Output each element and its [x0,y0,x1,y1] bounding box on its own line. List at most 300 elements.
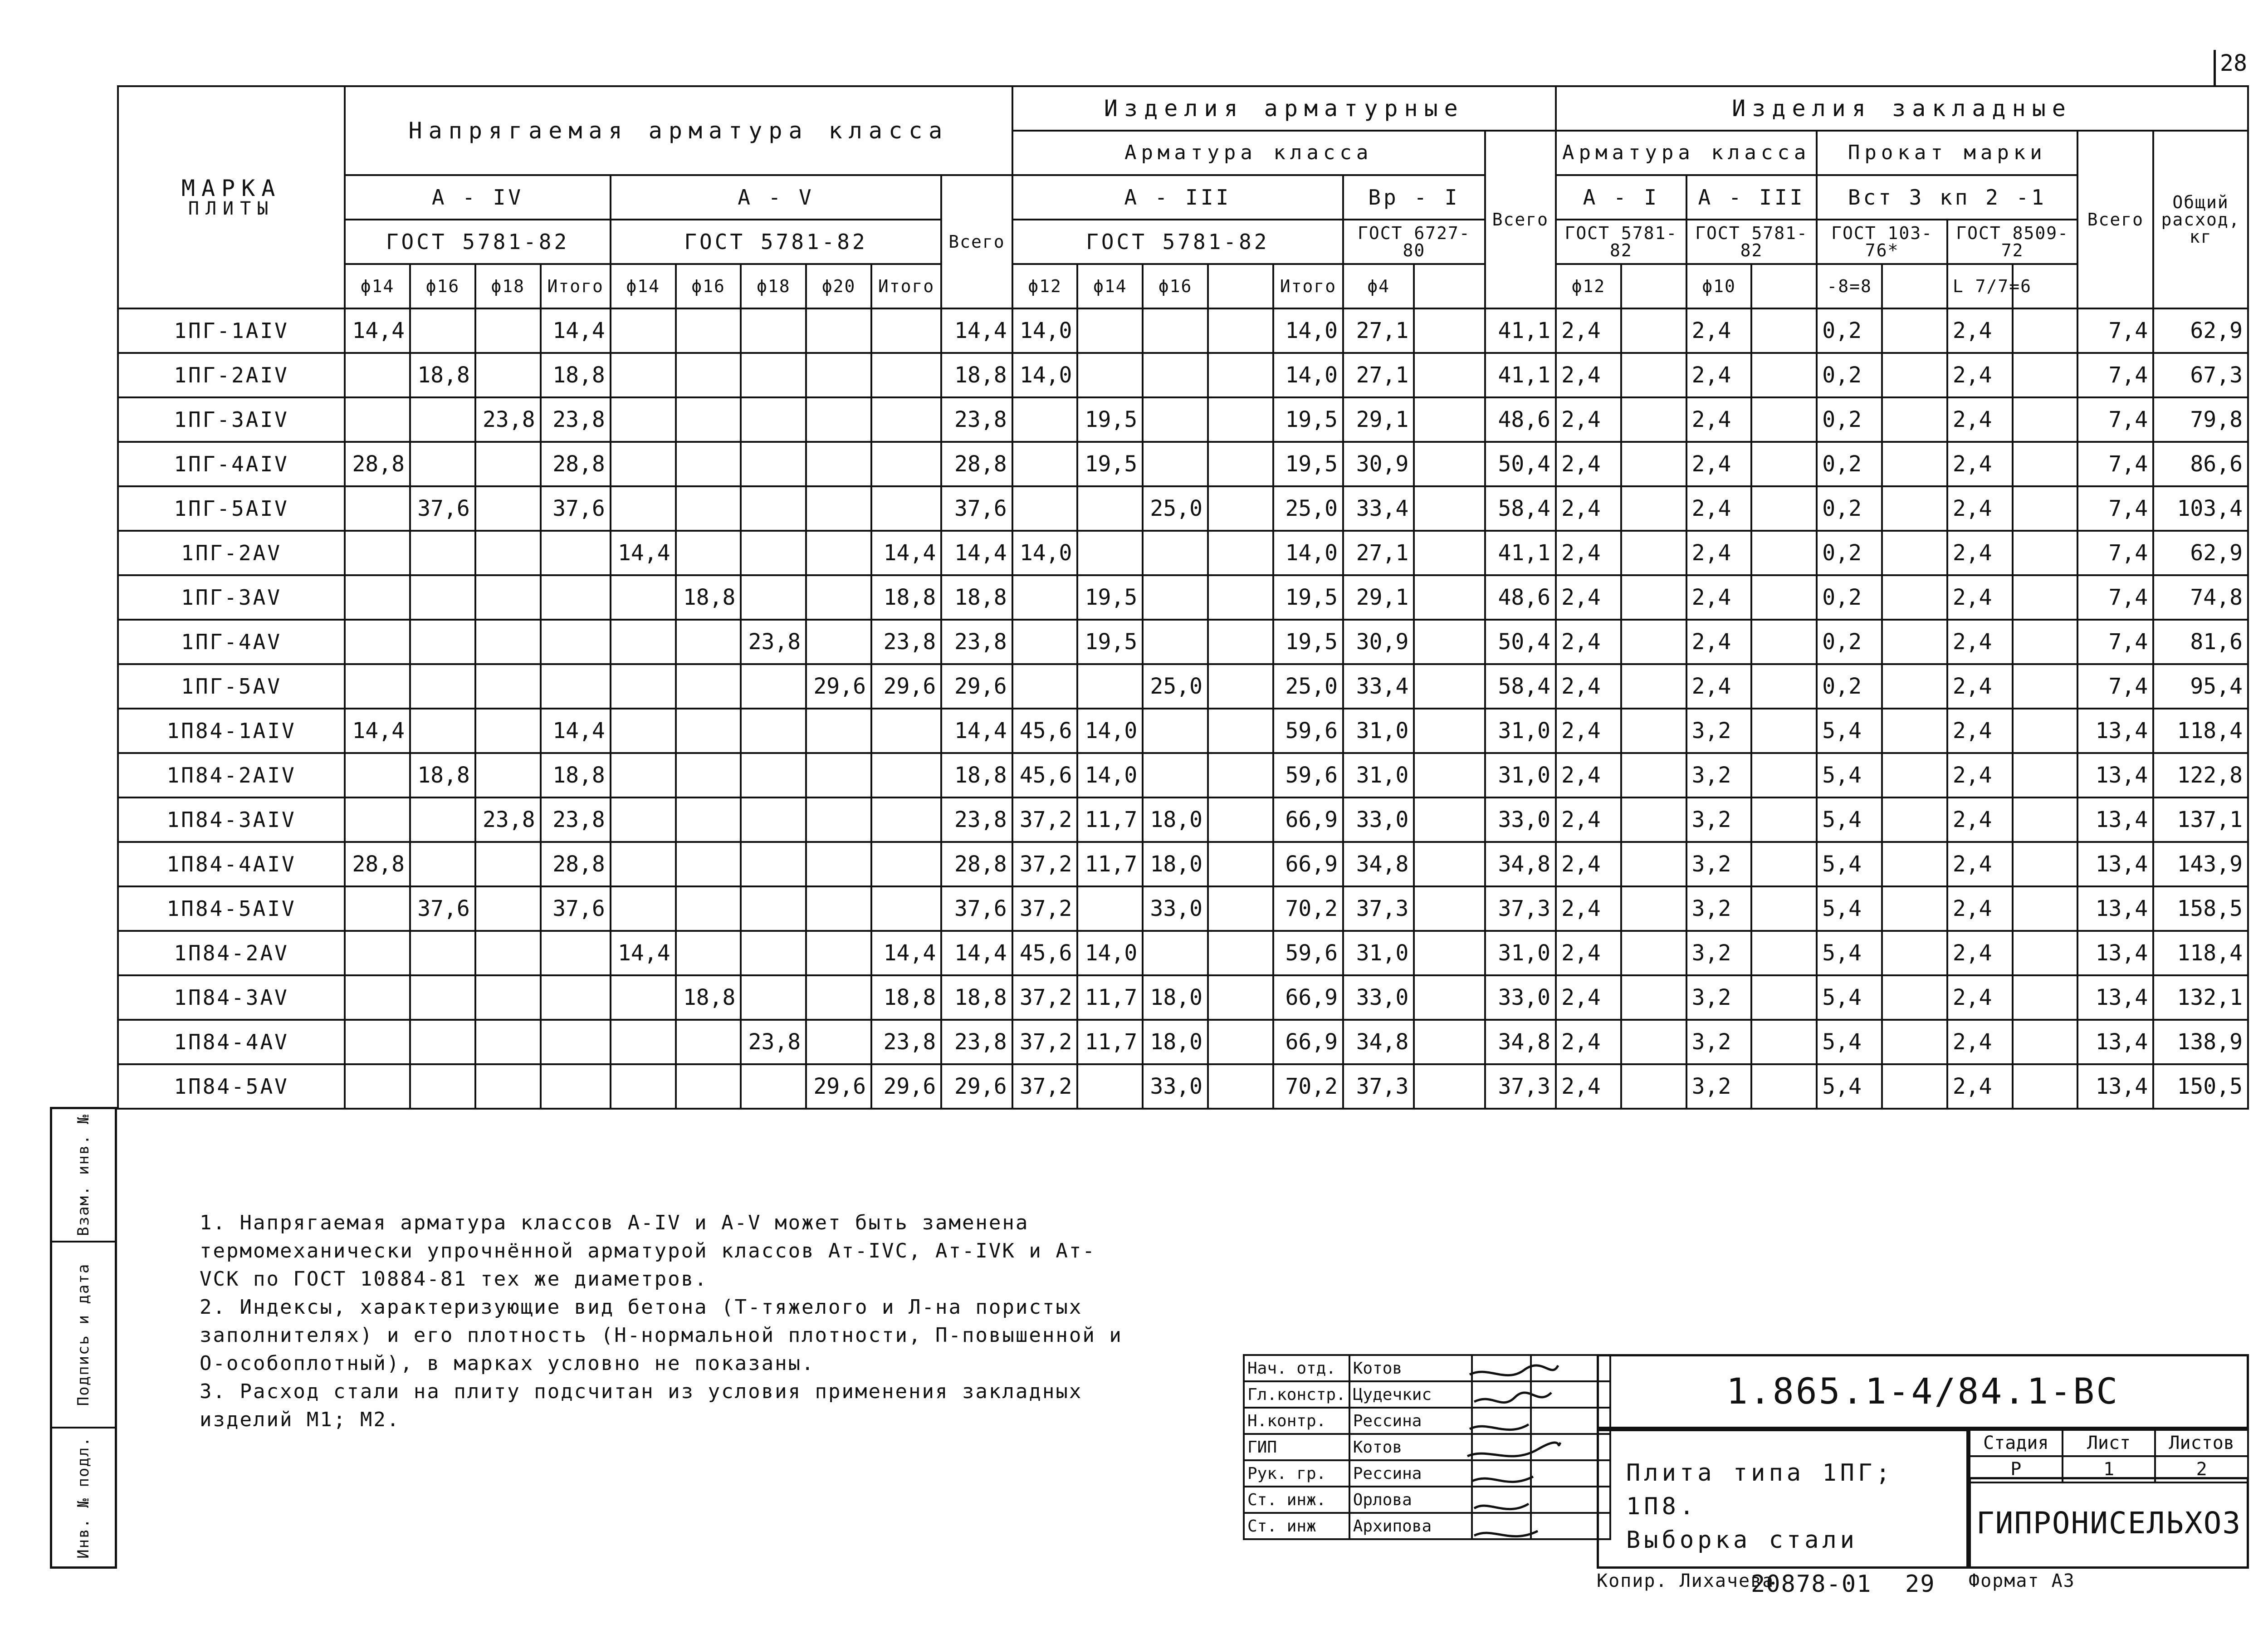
table-cell [1414,486,1485,531]
table-cell [1208,1020,1273,1064]
table-cell: 81,6 [2153,620,2248,664]
table-cell: 23,8 [871,620,941,664]
table-cell: 0,2 [1817,531,1882,575]
table-cell: 33,0 [1343,797,1414,842]
table-cell: 137,1 [2153,797,2248,842]
table-cell [741,664,806,709]
table-cell [676,709,741,753]
table-cell [345,886,410,931]
table-cell [1077,664,1143,709]
table-cell [1208,353,1273,397]
table-cell: 2,4 [1556,931,1621,975]
table-cell [410,842,475,886]
table-cell [806,308,871,353]
table-cell [1751,1064,1817,1109]
table-cell [611,1020,676,1064]
table-cell: 2,4 [1947,797,2013,842]
table-cell [1143,931,1208,975]
table-cell [741,575,806,620]
table-cell: 29,6 [871,664,941,709]
table-cell [1414,1064,1485,1109]
table-cell: 14,0 [1273,308,1343,353]
table-cell [1751,1020,1817,1064]
table-cell [1414,664,1485,709]
table-cell: 28,8 [541,842,611,886]
table-row [118,931,2248,975]
table-row [118,620,2248,664]
table-cell: 11,7 [1077,842,1143,886]
table-cell [541,531,611,575]
table-cell: 28,8 [345,442,410,486]
table-cell [676,931,741,975]
table-cell: 18,8 [871,575,941,620]
organization: ГИПРОНИСЕЛЬХОЗ [1969,1477,2249,1569]
table-cell: 19,5 [1273,397,1343,442]
table-cell [2013,797,2078,842]
table-cell: 3,2 [1686,842,1752,886]
table-cell: 33,0 [1343,975,1414,1020]
table-cell [1621,664,1686,709]
notes [200,1209,1129,1434]
table-cell: 23,8 [541,797,611,842]
table-row [118,975,2248,1020]
table-cell [611,397,676,442]
table-cell: 2,4 [1947,975,2013,1020]
gost-a3: ГОСТ 5781-82 [1012,220,1343,264]
table-cell [410,975,475,1020]
subheader-zakl-6: L 7/7=6 [1947,264,2013,308]
table-cell: 143,9 [2153,842,2248,886]
izd-zakl-header: Изделия закладные [1556,86,2248,131]
table-row [118,1064,2248,1109]
class-a4: А - IV [345,175,611,220]
izd-arm-header: Изделия арматурные [1012,86,1556,131]
table-cell: 13,4 [2077,753,2153,797]
gost-6727: ГОСТ 6727-80 [1343,220,1485,264]
table-cell [871,753,941,797]
steel-table [117,85,2249,1110]
table-cell [806,486,871,531]
table-cell [2013,442,2078,486]
table-cell: 0,2 [1817,308,1882,353]
table-cell: 2,4 [1686,353,1752,397]
table-cell [1208,620,1273,664]
table-cell [1208,575,1273,620]
table-cell [1012,486,1078,531]
table-row [118,753,2248,797]
table-cell: 62,9 [2153,308,2248,353]
table-cell [1208,1064,1273,1109]
table-row [118,842,2248,886]
table-cell: 14,0 [1273,531,1343,575]
table-cell [1012,575,1078,620]
class-vst: Вст 3 кп 2 -1 [1817,175,2077,220]
class-a3b: А - III [1686,175,1817,220]
table-cell: 19,5 [1273,620,1343,664]
table-cell [410,664,475,709]
table-cell [1012,442,1078,486]
table-cell [1751,308,1817,353]
table-cell [1882,575,1947,620]
subheader-napr-7: ϕ20 [806,264,871,308]
table-cell: 37,2 [1012,886,1078,931]
table-cell [1077,531,1143,575]
table-cell [410,442,475,486]
table-cell: 158,5 [2153,886,2248,931]
table-cell: 0,2 [1817,620,1882,664]
table-cell: 59,6 [1273,753,1343,797]
table-cell: 7,4 [2077,486,2153,531]
table-cell: 23,8 [871,1020,941,1064]
sidebar-cell-podpis: Подпись и дата [52,1241,115,1427]
table-cell: 5,4 [1817,1020,1882,1064]
table-cell [1143,442,1208,486]
table-cell: 18,8 [541,753,611,797]
table-cell: 31,0 [1485,931,1556,975]
table-cell [1621,842,1686,886]
table-cell: 2,4 [1556,1020,1621,1064]
table-cell: 37,3 [1485,1064,1556,1109]
row-mark: 1П84-5АIV [118,886,345,931]
subheader-arm-2: ϕ16 [1143,264,1208,308]
table-cell [1414,975,1485,1020]
table-cell: 2,4 [1556,886,1621,931]
table-cell [1208,397,1273,442]
table-cell: 2,4 [1947,753,2013,797]
table-cell [475,486,541,531]
table-cell [410,1020,475,1064]
note-1: 1. Напрягаемая арматура классов А-IV и А-V может быть заменена термомеханически упрочнённой арматурой классов Ат-IVС, Ат-IVК и Ат-VСК по ГОСТ 10884-81 тех же диаметров. [200,1211,1096,1291]
table-cell [1751,575,1817,620]
table-cell [1012,664,1078,709]
table-cell [1751,442,1817,486]
table-cell [1208,886,1273,931]
table-cell [1143,531,1208,575]
table-cell: 34,8 [1343,842,1414,886]
table-cell [871,353,941,397]
table-cell [1882,308,1947,353]
zakl-arm-header: Арматура класса [1556,131,1817,175]
table-cell [475,620,541,664]
table-cell [871,709,941,753]
table-cell: 30,9 [1343,620,1414,664]
table-row [118,886,2248,931]
table-cell: 23,8 [475,797,541,842]
subheader-zakl-1 [1621,264,1686,308]
table-cell [741,753,806,797]
table-cell: 2,4 [1947,575,2013,620]
table-cell [1208,486,1273,531]
table-cell: 13,4 [2077,975,2153,1020]
table-cell: 7,4 [2077,664,2153,709]
stamp-role: Гл.констр. [1244,1381,1349,1408]
table-cell: 0,2 [1817,442,1882,486]
table-cell: 2,4 [1686,442,1752,486]
table-cell [806,620,871,664]
table-cell: 37,6 [410,886,475,931]
table-cell [806,886,871,931]
table-cell: 23,8 [475,397,541,442]
table-cell [1621,353,1686,397]
table-cell [345,353,410,397]
row-mark: 1ПГ-4АV [118,620,345,664]
table-cell: 29,6 [871,1064,941,1109]
table-cell [676,886,741,931]
table-cell [611,709,676,753]
table-cell: 33,0 [1485,975,1556,1020]
stamp-name: Рессина [1349,1408,1472,1434]
table-cell: 14,0 [1012,353,1078,397]
table-cell [611,886,676,931]
table-cell: 14,4 [611,531,676,575]
table-cell [806,442,871,486]
table-cell: 19,5 [1077,442,1143,486]
table-cell [1621,753,1686,797]
table-cell: 19,5 [1273,442,1343,486]
table-cell: 18,0 [1143,1020,1208,1064]
table-cell [676,1064,741,1109]
table-cell [2013,397,2078,442]
table-cell: 48,6 [1485,397,1556,442]
table-cell [1621,575,1686,620]
table-cell: 18,8 [676,575,741,620]
stamp-name: Рессина [1349,1460,1472,1487]
row-mark: 1П84-4АV [118,1020,345,1064]
table-cell [1143,353,1208,397]
table-cell: 29,6 [941,664,1012,709]
table-cell: 13,4 [2077,797,2153,842]
table-cell: 62,9 [2153,531,2248,575]
table-cell: 2,4 [1686,664,1752,709]
table-cell [741,397,806,442]
table-cell: 45,6 [1012,931,1078,975]
table-cell: 18,8 [410,753,475,797]
table-cell [871,886,941,931]
table-cell [1882,931,1947,975]
document-code: 1.865.1-4/84.1-ВС [1597,1354,2249,1429]
table-cell [1882,353,1947,397]
table-cell: 5,4 [1817,975,1882,1020]
table-cell: 19,5 [1077,575,1143,620]
stamp-role: Ст. инж [1244,1513,1349,1539]
table-cell [1414,753,1485,797]
table-cell [1414,308,1485,353]
table-cell [475,1064,541,1109]
table-cell [541,931,611,975]
table-cell: 2,4 [1947,664,2013,709]
copied-by: Копир. Лихачева [1597,1570,1774,1591]
table-cell [1143,575,1208,620]
table-cell: 14,4 [611,931,676,975]
table-cell: 7,4 [2077,397,2153,442]
table-cell [676,531,741,575]
table-cell [1882,442,1947,486]
zakl-prokat-header: Прокат марки [1817,131,2077,175]
table-cell [1751,709,1817,753]
table-cell [345,931,410,975]
table-cell: 14,4 [941,531,1012,575]
gost-103: ГОСТ 103-76* [1817,220,1947,264]
table-cell [741,975,806,1020]
table-cell: 2,4 [1686,308,1752,353]
table-cell [1414,931,1485,975]
table-cell [1751,664,1817,709]
table-cell: 2,4 [1556,1064,1621,1109]
subheader-zakl-5 [1882,264,1947,308]
table-cell: 37,3 [1343,1064,1414,1109]
table-cell [741,886,806,931]
napr-header: Напрягаемая арматура класса [345,86,1012,175]
table-cell [611,975,676,1020]
table-cell [541,575,611,620]
table-cell: 23,8 [941,1020,1012,1064]
gost-a4: ГОСТ 5781-82 [345,220,611,264]
table-cell [345,620,410,664]
sheets-value: 2 [2155,1456,2248,1482]
table-cell: 33,4 [1343,486,1414,531]
table-cell: 3,2 [1686,1064,1752,1109]
table-cell: 33,0 [1485,797,1556,842]
table-cell [676,842,741,886]
table-cell [741,709,806,753]
table-cell [2013,931,2078,975]
table-cell: 13,4 [2077,1064,2153,1109]
table-cell: 50,4 [1485,442,1556,486]
table-cell: 29,1 [1343,397,1414,442]
table-cell: 138,9 [2153,1020,2248,1064]
table-cell: 7,4 [2077,442,2153,486]
table-cell [806,1020,871,1064]
table-cell: 79,8 [2153,397,2248,442]
table-cell [1621,486,1686,531]
table-cell: 2,4 [1556,620,1621,664]
table-cell [1751,353,1817,397]
table-cell: 11,7 [1077,797,1143,842]
table-cell: 14,4 [345,308,410,353]
stamp-name: Котов [1349,1355,1472,1381]
table-cell: 2,4 [1556,753,1621,797]
table-cell [806,531,871,575]
table-cell [1751,842,1817,886]
table-cell: 14,0 [1077,753,1143,797]
table-cell: 2,4 [1556,709,1621,753]
table-cell [1077,1064,1143,1109]
table-cell: 2,4 [1556,531,1621,575]
table-cell [741,1064,806,1109]
table-cell: 59,6 [1273,931,1343,975]
table-cell [1621,397,1686,442]
table-cell [1621,442,1686,486]
table-cell [475,353,541,397]
table-row [118,797,2248,842]
stamp-role: Н.контр. [1244,1408,1349,1434]
table-cell: 14,0 [1273,353,1343,397]
obshiy-header: Общий расход, кг [2153,131,2248,308]
table-cell [676,442,741,486]
class-a5: А - V [611,175,941,220]
table-cell [1208,931,1273,975]
row-mark: 1П84-1АIV [118,709,345,753]
table-cell: 0,2 [1817,664,1882,709]
table-cell: 25,0 [1143,664,1208,709]
table-cell: 31,0 [1485,753,1556,797]
table-cell: 13,4 [2077,709,2153,753]
table-cell: 2,4 [1947,886,2013,931]
table-cell [1414,531,1485,575]
vsego-zakl-header: Всего [2077,131,2153,308]
table-cell: 33,0 [1143,886,1208,931]
table-cell: 5,4 [1817,1064,1882,1109]
table-cell [806,353,871,397]
table-cell: 2,4 [1556,797,1621,842]
table-cell [1414,709,1485,753]
table-cell [1208,975,1273,1020]
table-cell [410,308,475,353]
subheader-zakl-4: -8=8 [1817,264,1882,308]
table-cell [345,1020,410,1064]
table-cell [611,753,676,797]
table-cell: 37,2 [1012,797,1078,842]
subheader-arm-0: ϕ12 [1012,264,1078,308]
table-cell [1208,664,1273,709]
table-cell: 18,8 [676,975,741,1020]
table-row [118,575,2248,620]
table-cell [741,486,806,531]
table-cell [1621,975,1686,1020]
table-cell [676,797,741,842]
format-label: Формат А3 [1969,1570,2075,1591]
table-cell [1208,842,1273,886]
table-cell [345,531,410,575]
table-cell: 2,4 [1947,442,2013,486]
table-cell: 2,4 [1947,531,2013,575]
table-cell [475,442,541,486]
table-cell [741,353,806,397]
table-cell: 28,8 [941,442,1012,486]
table-cell: 37,2 [1012,1020,1078,1064]
table-cell [345,486,410,531]
table-cell [1143,753,1208,797]
stamp-role: Ст. инж. [1244,1487,1349,1513]
row-mark: 1ПГ-2АIV [118,353,345,397]
table-cell [611,1064,676,1109]
table-cell [1621,531,1686,575]
table-cell [1882,486,1947,531]
stage-table [1969,1429,2249,1483]
table-cell: 27,1 [1343,531,1414,575]
table-cell: 14,0 [1077,931,1143,975]
table-cell: 34,8 [1485,1020,1556,1064]
table-cell [345,753,410,797]
table-cell [1621,931,1686,975]
table-cell: 2,4 [1686,486,1752,531]
izd-arm-sub: Арматура класса [1012,131,1485,175]
table-cell: 2,4 [1556,397,1621,442]
table-cell [611,353,676,397]
table-cell [410,397,475,442]
table-cell: 3,2 [1686,797,1752,842]
signatures [1461,1361,1565,1561]
table-cell [1751,620,1817,664]
table-cell: 66,9 [1273,842,1343,886]
table-cell: 5,4 [1817,886,1882,931]
table-cell: 41,1 [1485,353,1556,397]
table-cell [345,797,410,842]
table-cell: 3,2 [1686,709,1752,753]
table-cell: 58,4 [1485,486,1556,531]
table-cell: 103,4 [2153,486,2248,531]
table-cell [541,1020,611,1064]
